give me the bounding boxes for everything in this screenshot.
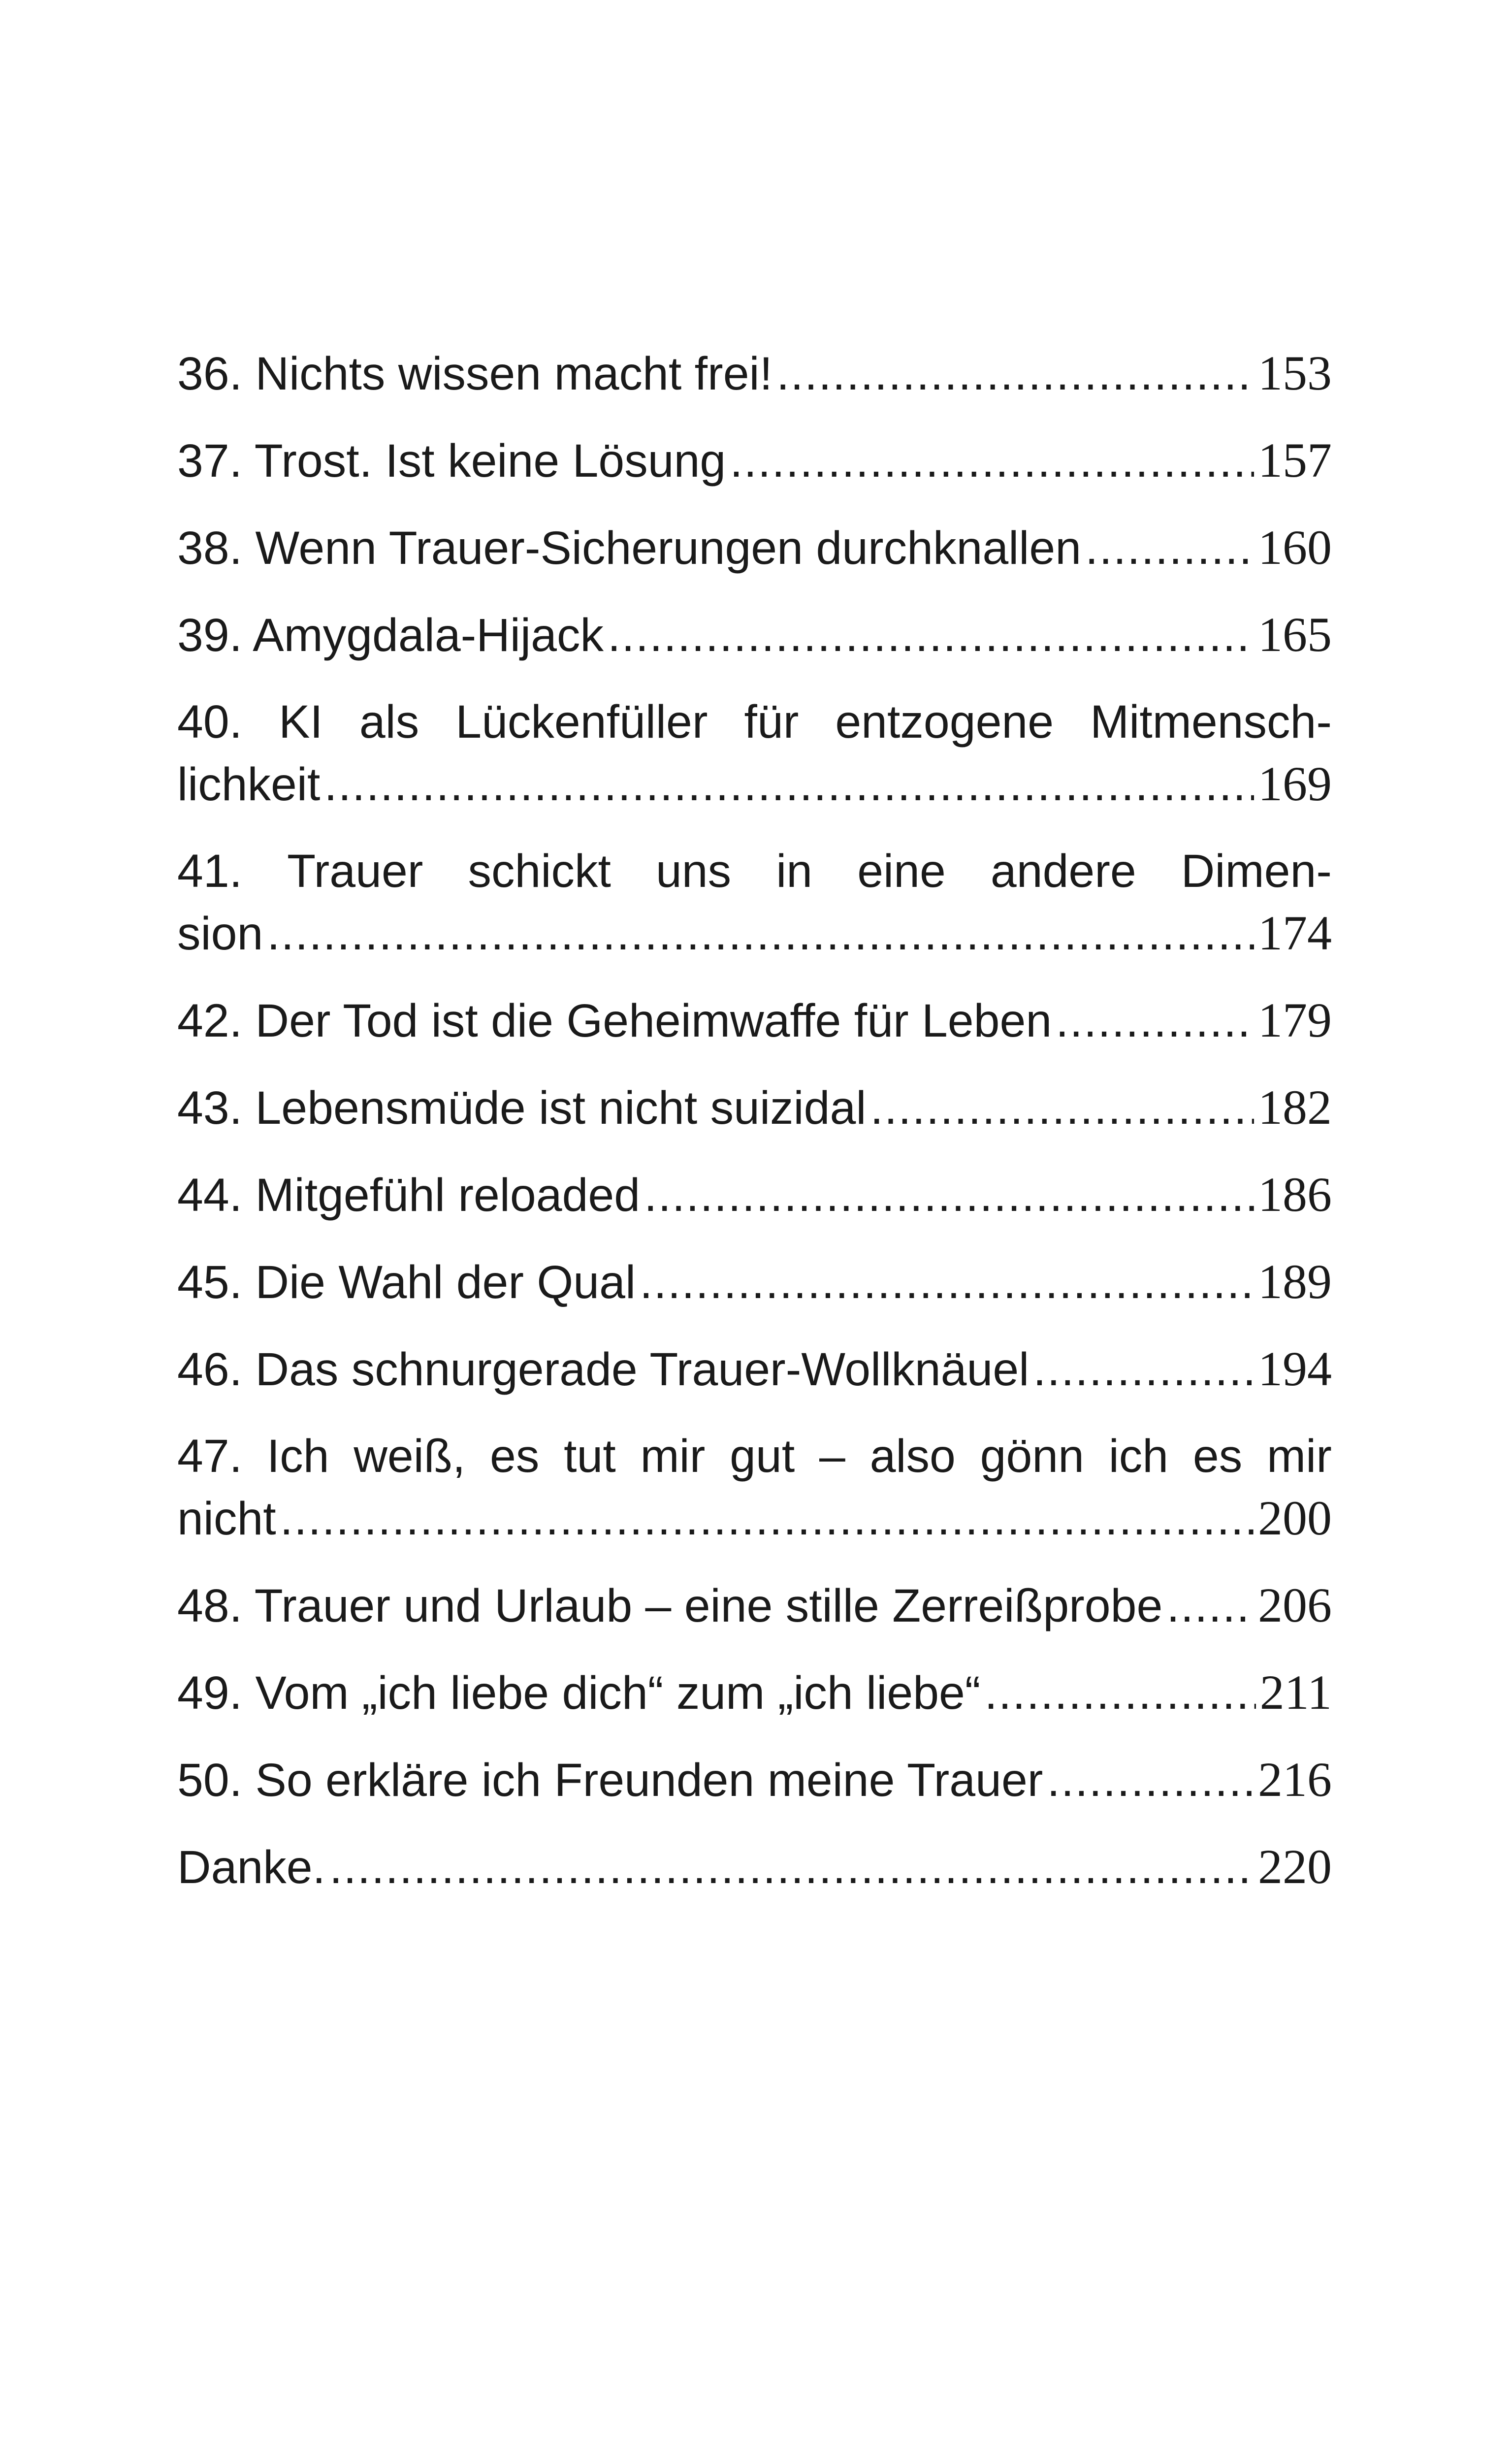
toc-entry-title: 49. Vom „ich liebe dich“ zum „ich liebe“ <box>177 1667 981 1719</box>
toc-entry-line <box>177 1836 1332 1898</box>
toc-entry-line <box>177 1574 1332 1637</box>
toc-entry-title-word: Lückenfüller <box>455 696 708 748</box>
toc-entry-page-number: 220 <box>1258 1839 1332 1894</box>
toc-entry[interactable] <box>177 840 1332 965</box>
toc-entry-title-word: mir <box>1267 1430 1332 1482</box>
toc-entry-title-word: 41. <box>177 845 243 897</box>
toc-entry-title-word: eine <box>857 845 946 897</box>
toc-entry-line <box>177 429 1332 492</box>
toc-entry[interactable] <box>177 604 1332 666</box>
toc-entry-line <box>177 989 1332 1052</box>
toc-entry-page-number: 200 <box>1258 1491 1332 1545</box>
toc-entry-title-word: KI <box>279 696 323 748</box>
toc-entry-line <box>177 1661 1332 1724</box>
toc-entry-title-word: es <box>1192 1430 1243 1482</box>
toc-entry-title-word: tut <box>564 1430 616 1482</box>
table-of-contents <box>177 342 1332 1923</box>
toc-entry-title: 38. Wenn Trauer-Sicherungen durchknallen <box>177 522 1082 574</box>
toc-entry-title-word: in <box>776 845 813 897</box>
toc-entry-title-word: – <box>819 1430 845 1482</box>
toc-entry-title: 44. Mitgefühl reloaded <box>177 1169 641 1221</box>
toc-entry-title-word: Trauer <box>287 845 423 897</box>
toc-entry-title-word: gut <box>730 1430 795 1482</box>
toc-entry-title-word: es <box>490 1430 540 1482</box>
toc-entry[interactable] <box>177 1251 1332 1313</box>
toc-entry-page-number: 186 <box>1258 1167 1332 1222</box>
toc-entry-title-line <box>177 691 1332 753</box>
toc-entry-title-word: gönn <box>980 1430 1084 1482</box>
toc-entry-title: 43. Lebensmüde ist nicht suizidal <box>177 1082 867 1134</box>
toc-entry-title-word: also <box>869 1430 956 1482</box>
toc-entry-title: 48. Trauer und Urlaub – eine stille Zerreißprobe <box>177 1580 1163 1632</box>
dot-leader <box>280 1488 1254 1550</box>
toc-entry-title: 37. Trost. Ist keine Lösung <box>177 435 726 487</box>
toc-entry-page-number: 206 <box>1258 1578 1332 1632</box>
toc-entry-title-word: uns <box>655 845 732 897</box>
dot-leader <box>640 1251 1254 1313</box>
toc-entry-title-word: Ich <box>266 1430 329 1482</box>
toc-entry-title-word: schickt <box>468 845 611 897</box>
toc-entry-line <box>177 902 1332 965</box>
toc-entry-title-line <box>177 1425 1332 1487</box>
dot-leader <box>1033 1338 1254 1401</box>
toc-entry[interactable] <box>177 1574 1332 1637</box>
toc-entry-page-number: 189 <box>1258 1254 1332 1309</box>
toc-entry-title-word: andere <box>990 845 1136 897</box>
toc-entry-title: sion <box>177 908 263 960</box>
toc-entry-title: 36. Nichts wissen macht frei! <box>177 348 773 400</box>
toc-entry-page-number: 165 <box>1258 607 1332 662</box>
toc-entry[interactable] <box>177 517 1332 579</box>
toc-entry-line <box>177 517 1332 579</box>
toc-entry-page-number: 160 <box>1258 520 1332 575</box>
dot-leader <box>1047 1749 1254 1811</box>
toc-entry-line <box>177 1076 1332 1139</box>
toc-entry-page-number: 157 <box>1258 433 1332 488</box>
toc-entry-line <box>177 342 1332 405</box>
toc-entry-line <box>177 1338 1332 1401</box>
toc-entry-line <box>177 753 1332 815</box>
toc-entry-title-word: mir <box>640 1430 706 1482</box>
toc-entry-title-word: entzogene <box>835 696 1054 748</box>
toc-entry[interactable] <box>177 1749 1332 1811</box>
toc-entry-title: 45. Die Wahl der Qual <box>177 1256 636 1308</box>
toc-entry-line <box>177 1251 1332 1313</box>
toc-entry-title-word: 40. <box>177 696 243 748</box>
toc-entry[interactable] <box>177 989 1332 1052</box>
toc-entry-title-word: als <box>359 696 419 748</box>
dot-leader <box>1056 990 1254 1052</box>
toc-entry-page-number: 169 <box>1258 756 1332 811</box>
toc-entry-title-word: Mitmensch- <box>1090 696 1332 748</box>
dot-leader <box>267 903 1254 965</box>
dot-leader <box>329 1836 1254 1898</box>
toc-entry-title-word: weiß, <box>354 1430 466 1482</box>
toc-entry[interactable] <box>177 1164 1332 1226</box>
toc-entry-line <box>177 1487 1332 1550</box>
toc-entry-page-number: 174 <box>1258 906 1332 960</box>
toc-entry[interactable] <box>177 342 1332 405</box>
toc-entry-line <box>177 1164 1332 1226</box>
toc-entry-title: 50. So erkläre ich Freunden meine Trauer <box>177 1754 1043 1806</box>
dot-leader <box>776 343 1254 405</box>
dot-leader <box>644 1164 1254 1226</box>
dot-leader <box>1166 1575 1254 1637</box>
toc-entry-page-number: 153 <box>1258 346 1332 400</box>
toc-entry[interactable] <box>177 1425 1332 1550</box>
toc-entry[interactable] <box>177 1338 1332 1401</box>
toc-entry-title: lichkeit <box>177 758 321 811</box>
toc-entry-page-number: 194 <box>1258 1341 1332 1396</box>
toc-entry-title-word: für <box>744 696 799 748</box>
toc-entry-line <box>177 604 1332 666</box>
toc-entry-page-number: 211 <box>1259 1665 1332 1720</box>
toc-entry-title: 46. Das schnurgerade Trauer-Wollknäuel <box>177 1343 1029 1396</box>
dot-leader <box>985 1662 1256 1724</box>
toc-entry-title: Danke. <box>177 1841 326 1893</box>
toc-entry[interactable] <box>177 1661 1332 1724</box>
toc-entry-page-number: 182 <box>1258 1080 1332 1135</box>
toc-entry[interactable] <box>177 691 1332 815</box>
toc-entry-title: nicht <box>177 1493 276 1545</box>
dot-leader <box>870 1077 1254 1139</box>
toc-entry-line <box>177 1749 1332 1811</box>
toc-entry-title-word: 47. <box>177 1430 243 1482</box>
toc-entry-page-number: 179 <box>1258 993 1332 1047</box>
toc-entry[interactable] <box>177 1836 1332 1898</box>
toc-entry-page-number: 216 <box>1258 1752 1332 1807</box>
toc-entry-title-word: ich <box>1108 1430 1169 1482</box>
toc-entry[interactable] <box>177 1076 1332 1139</box>
dot-leader <box>608 604 1254 666</box>
toc-entry-title: 42. Der Tod ist die Geheimwaffe für Leben <box>177 995 1052 1047</box>
dot-leader <box>1085 517 1254 579</box>
toc-entry-title-line <box>177 840 1332 902</box>
toc-entry-title: 39. Amygdala-Hijack <box>177 609 604 661</box>
toc-entry[interactable] <box>177 429 1332 492</box>
toc-entry-title-word: Dimen- <box>1181 845 1332 897</box>
dot-leader <box>324 753 1254 815</box>
dot-leader <box>730 430 1254 492</box>
